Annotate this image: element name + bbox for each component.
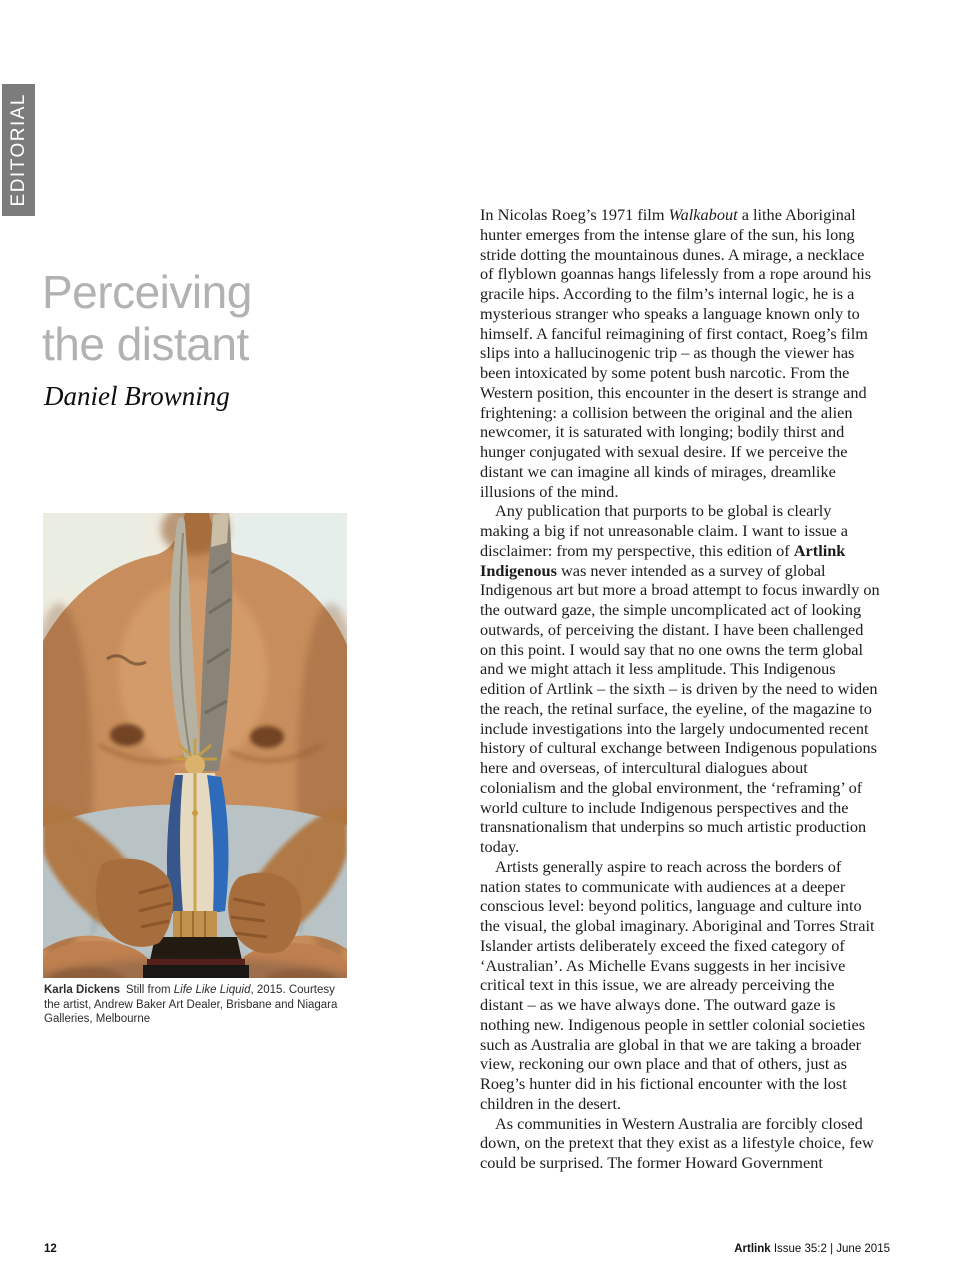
artwork-illustration [43,513,347,978]
footer-brand: Artlink [734,1243,771,1255]
title-line-1: Perceiving [42,266,252,318]
footer-issue-info: Issue 35:2 | June 2015 [770,1243,890,1255]
page-number: 12 [44,1243,57,1255]
title-line-2: the distant [42,318,249,370]
artwork-photo [43,513,347,978]
article-paragraph: As communities in Western Australia are forcibly closed down, on the pretext that they exist as a lifestyle choice, few could be surprised. The former Howard Government [480,1113,874,1172]
article-paragraph: Artists generally aspire to reach across the borders of nation states to communicate with audiences at a deeper conscious level: beyond politics, language and culture into the visual, the global imaginary. Aboriginal and Torres Strait Islander artists deliberately exceed the fixed category of ‘Australian’. As Michelle Evans suggests in her incisive critical text in this issue, we are already perceiving the distant – as we have always done. The outward gaze is nothing new. Indigenous people in settler colonial societies such as Australia are global in that we are taking a broader view, reckoning our own place and that of others, just as Roeg’s hunter did in his fictional encounter with the lost children in the desert. [480,856,875,1113]
page-title [42,266,252,370]
caption-details: , 2015. Courtesy the artist, Andrew Baker Art Dealer, Brisbane and Niagara Galleries, Melbourne [44,984,338,1026]
issue-footer [734,1243,890,1255]
caption-work-title: Life Like Liquid [173,984,251,996]
caption-artist: Karla Dickens [44,984,121,996]
article-paragraph: Any publication that purports to be global is clearly making a big if not unreasonable claim. I want to issue a disclaimer: from my perspective, this edition of Artlink Indigenous was never intended as a survey of global Indigenous art but more a broad attempt to focus inwardly on the outward gaze, the simple uncomplicated act of looking outwards, of perceiving the distant. I have been challenged on this point. I would say that no one owns the term global and we might attach it less amplitude. This Indigenous edition of Artlink – the sixth – is driven by the need to widen the reach, the retinal surface, the eyeline, of the magazine to include investigations into the largely undocumented recent history of cultural exchange between Indigenous populations here and overseas, of intercultural dialogues about colonialism and the global environment, the ‘reframing’ of world culture to include Indigenous perspectives and the transnationalism that underpins so much artistic production today. [480,501,880,856]
article-paragraph: In Nicolas Roeg’s 1971 film Walkabout a lithe Aboriginal hunter emerges from the intense glare of the sun, his long stride dotting the mountainous dunes. A mirage, a necklace of flyblown goannas hangs lifelessly from a rope around his gracile hips. According to the film’s internal logic, he is a mysterious stranger who speaks a language known only to himself. A fanciful reimagining of first contact, Roeg’s film slips into a hallucinogenic trip – as though the viewer has been intoxicated by some potent bush narcotic. From the Western position, this encounter in the desert is strange and frightening: a collision between the original and the alien newcomer, it is saturated with longing; bodily thirst and hunger conjugated with sexual desire. If we perceive the distant we can imagine all kinds of mirages, dreamlike illusions of the mind. [480,205,872,501]
author-name: Daniel Browning [44,381,230,411]
article-body [480,205,880,1173]
artwork-caption [44,983,344,1027]
editorial-section-tab [2,84,35,216]
editorial-section-label: EDITORIAL [7,93,29,207]
caption-pre-title: Still from [120,984,174,996]
